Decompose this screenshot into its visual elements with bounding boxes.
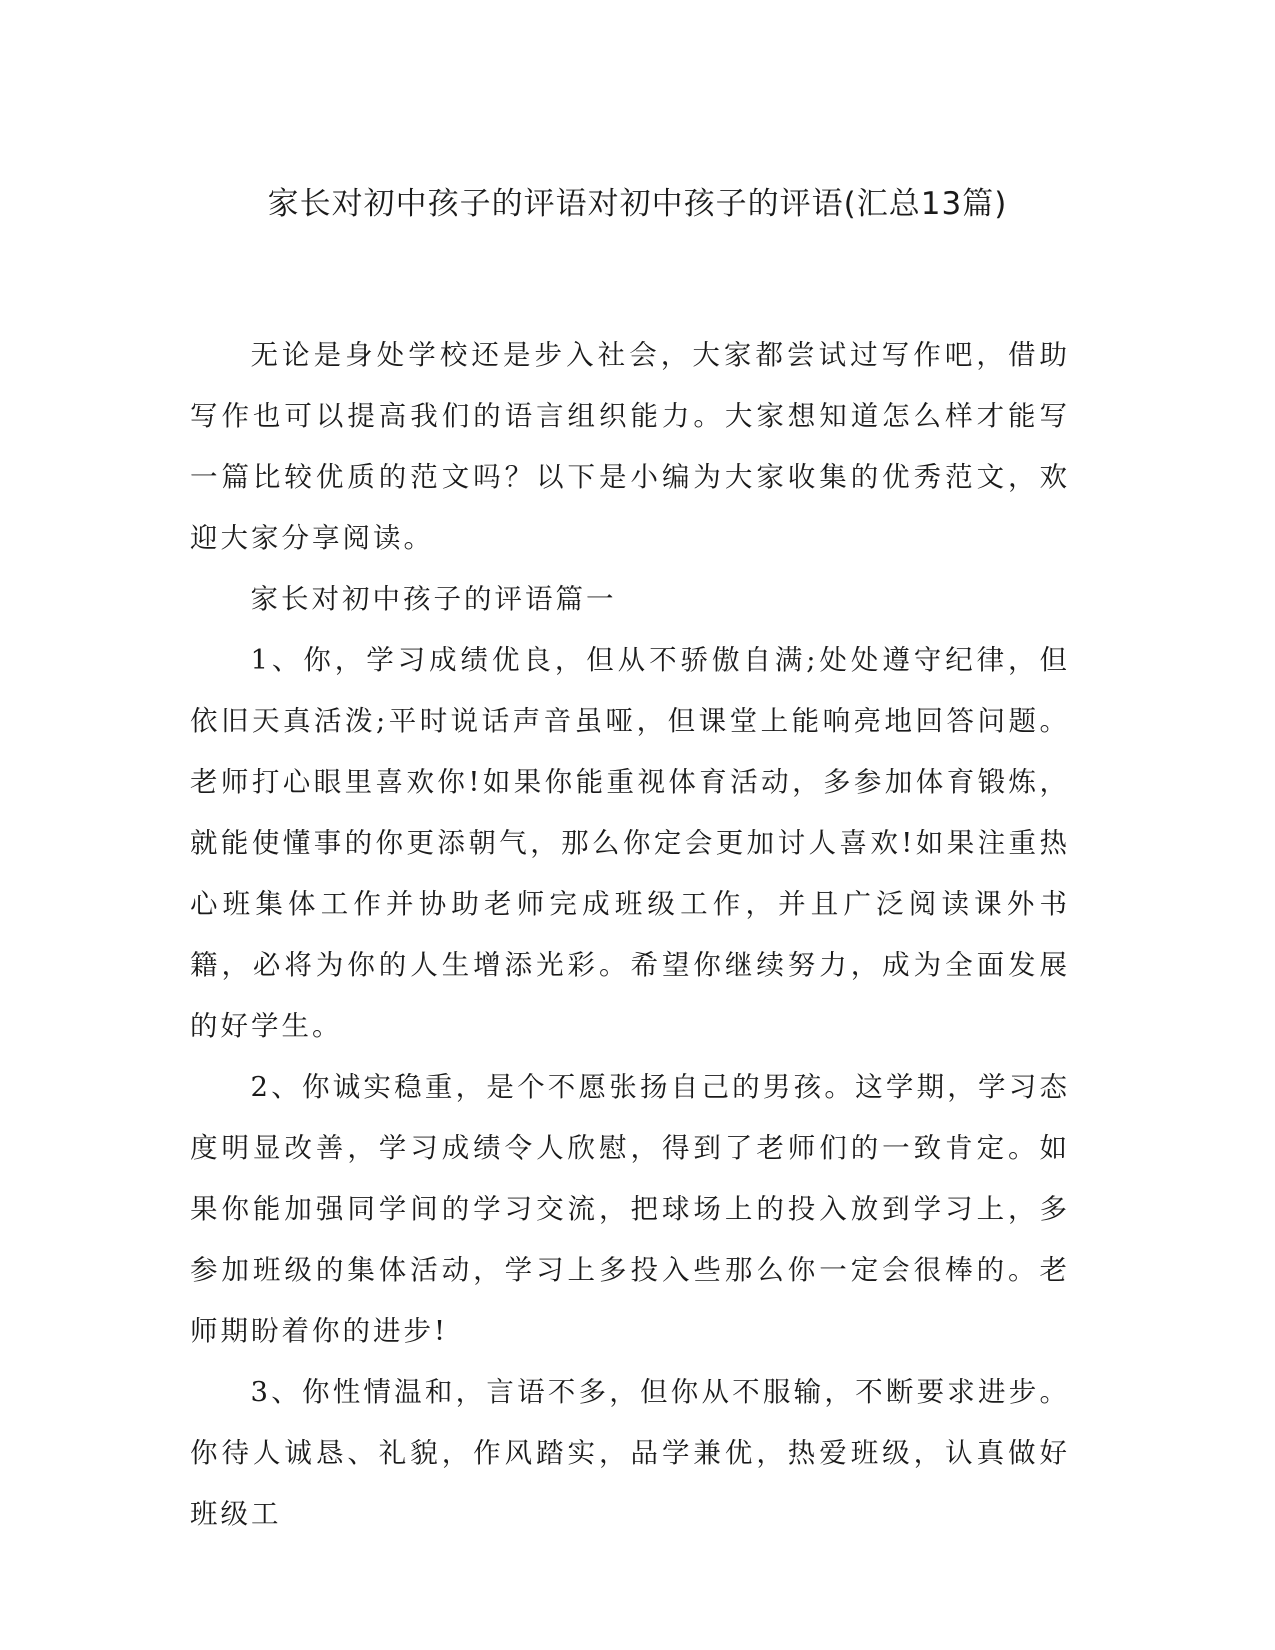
comment-item-2: 2、你诚实稳重，是个不愿张扬自己的男孩。这学期，学习态度明显改善，学习成绩令人欣慰，得到了老师们的一致肯定。如果你能加强同学间的学习交流，把球场上的投入放到学习上，多参加班级的集体活动，学习上多投入些那么你一定会很棒的。老师期盼着你的进步! xyxy=(190,1071,1070,1347)
comment-item-3: 3、你性情温和，言语不多，但你从不服输，不断要求进步。你待人诚恳、礼貌，作风踏实，品学兼优，热爱班级，认真做好班级工 xyxy=(190,1376,1070,1530)
section-heading: 家长对初中孩子的评语篇一 xyxy=(250,583,617,615)
document-title: 家长对初中孩子的评语对初中孩子的评语(汇总13篇) xyxy=(267,186,1008,222)
intro-paragraph: 无论是身处学校还是步入社会，大家都尝试过写作吧，借助写作也可以提高我们的语言组织能力。大家想知道怎么样才能写一篇比较优质的范文吗？以下是小编为大家收集的优秀范文，欢迎大家分享阅读。 xyxy=(190,339,1070,554)
document-body xyxy=(190,325,1070,1545)
comment-item-1: 1、你，学习成绩优良，但从不骄傲自满;处处遵守纪律，但依旧天真活泼;平时说话声音虽哑，但课堂上能响亮地回答问题。老师打心眼里喜欢你!如果你能重视体育活动，多参加体育锻炼，就能使懂事的你更添朝气，那么你定会更加讨人喜欢!如果注重热心班集体工作并协助老师完成班级工作，并且广泛阅读课外书籍，必将为你的人生增添光彩。希望你继续努力，成为全面发展的好学生。 xyxy=(190,644,1070,1042)
